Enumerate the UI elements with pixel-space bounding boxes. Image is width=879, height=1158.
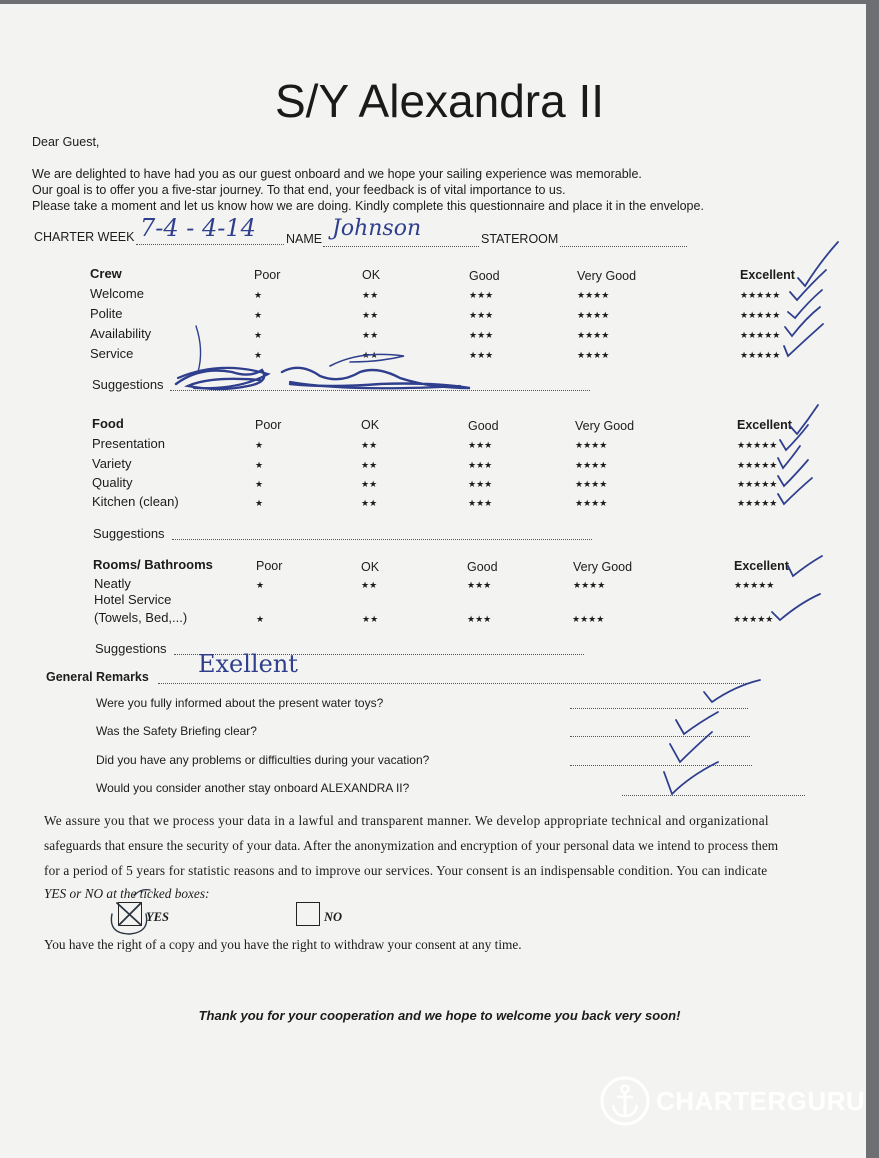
crew-col-good: Good xyxy=(469,269,500,283)
rating-very-good[interactable]: ★★★★ xyxy=(572,614,605,624)
food-col-excellent: Excellent xyxy=(737,418,792,432)
rooms-item-towels: (Towels, Bed,...) xyxy=(94,610,188,625)
crew-col-excellent: Excellent xyxy=(740,268,795,282)
consent-no-label: NO xyxy=(324,910,343,924)
consent-yes-label: YES xyxy=(146,910,169,924)
rooms-heading: Rooms/ Bathrooms xyxy=(93,557,213,572)
rating-very-good[interactable]: ★★★★ xyxy=(575,460,608,470)
rating-excellent[interactable]: ★★★★★ xyxy=(734,580,775,590)
rating-very-good[interactable]: ★★★★ xyxy=(577,290,610,300)
crew-col-poor: Poor xyxy=(254,268,281,282)
rating-ok[interactable]: ★★ xyxy=(361,479,378,489)
rating-poor[interactable]: ★ xyxy=(254,290,263,300)
rating-poor[interactable]: ★ xyxy=(255,498,264,508)
rating-very-good[interactable]: ★★★★ xyxy=(575,498,608,508)
rating-good[interactable]: ★★★ xyxy=(467,580,492,590)
intro-line-1: We are delighted to have had you as our guest onboard and we hope your sailing experience was memorable. xyxy=(32,167,642,181)
food-col-ok: OK xyxy=(361,418,380,432)
rating-very-good[interactable]: ★★★★ xyxy=(573,580,606,590)
rating-good[interactable]: ★★★ xyxy=(468,440,493,450)
crew-col-very-good: Very Good xyxy=(577,269,637,283)
anchor-icon xyxy=(600,1076,650,1126)
rating-very-good[interactable]: ★★★★ xyxy=(577,310,610,320)
rating-poor[interactable]: ★ xyxy=(254,310,263,320)
rating-poor[interactable]: ★ xyxy=(254,330,263,340)
rating-very-good[interactable]: ★★★★ xyxy=(575,479,608,489)
rating-very-good[interactable]: ★★★★ xyxy=(575,440,608,450)
page-title: S/Y Alexandra II xyxy=(274,75,605,127)
general-heading: General Remarks xyxy=(46,670,149,684)
rating-good[interactable]: ★★★ xyxy=(468,479,493,489)
rating-ok[interactable]: ★★ xyxy=(361,460,378,470)
rating-good[interactable]: ★★★ xyxy=(468,460,493,470)
rating-good[interactable]: ★★★ xyxy=(469,350,494,360)
privacy-line-1: We assure you that we process your data in a lawful and transparent manner. We develop appropriate technical and organizational xyxy=(44,813,769,828)
rating-ok[interactable]: ★★ xyxy=(361,580,378,590)
brand-name: CHARTERGURU xyxy=(656,1086,866,1116)
consent-yes-checkbox[interactable] xyxy=(118,902,142,926)
crew-item-availability: Availability xyxy=(90,326,152,341)
rating-ok[interactable]: ★★ xyxy=(362,310,379,320)
rating-ok[interactable]: ★★ xyxy=(362,290,379,300)
answer-line-problems[interactable] xyxy=(570,765,752,766)
rating-good[interactable]: ★★★ xyxy=(469,330,494,340)
thank-you-note: Thank you for your cooperation and we hope to welcome you back very soon! xyxy=(198,1008,681,1023)
answer-line-another-stay[interactable] xyxy=(622,795,805,796)
general-remarks-line[interactable] xyxy=(158,683,748,684)
rating-excellent[interactable]: ★★★★★ xyxy=(740,290,781,300)
rating-good[interactable]: ★★★ xyxy=(469,310,494,320)
privacy-line-3: for a period of 5 years for statistic reasons and to improve our services. Your consent is an indispensable condition. You can indicate xyxy=(44,863,768,878)
charter-week-line xyxy=(136,244,284,245)
rating-excellent[interactable]: ★★★★★ xyxy=(740,310,781,320)
rating-good[interactable]: ★★★ xyxy=(467,614,492,624)
rating-very-good[interactable]: ★★★★ xyxy=(577,330,610,340)
rating-ok[interactable]: ★★ xyxy=(361,440,378,450)
consent-no-checkbox[interactable] xyxy=(296,902,320,926)
rating-good[interactable]: ★★★ xyxy=(469,290,494,300)
copy-right-text: You have the right of a copy and you have the right to withdraw your consent at any time. xyxy=(44,937,522,952)
rating-poor[interactable]: ★ xyxy=(254,350,263,360)
food-heading: Food xyxy=(92,416,124,431)
food-col-poor: Poor xyxy=(255,418,282,432)
intro-line-3: Please take a moment and let us know how we are doing. Kindly complete this questionnaire and place it in the envelope. xyxy=(32,199,704,213)
rating-poor[interactable]: ★ xyxy=(255,460,264,470)
answer-line-safety-briefing[interactable] xyxy=(570,736,750,737)
question-problems: Did you have any problems or difficulties during your vacation? xyxy=(96,753,430,767)
rating-very-good[interactable]: ★★★★ xyxy=(577,350,610,360)
rating-excellent[interactable]: ★★★★★ xyxy=(737,479,778,489)
question-water-toys: Were you fully informed about the present water toys? xyxy=(96,696,384,710)
food-item-quality: Quality xyxy=(92,475,133,490)
crew-col-ok: OK xyxy=(362,268,381,282)
rating-poor[interactable]: ★ xyxy=(256,580,265,590)
rating-excellent[interactable]: ★★★★★ xyxy=(740,350,781,360)
rating-poor[interactable]: ★ xyxy=(255,440,264,450)
rating-excellent[interactable]: ★★★★★ xyxy=(737,498,778,508)
charter-week-value[interactable]: 7-4 - 4-14 xyxy=(140,214,256,242)
rooms-col-poor: Poor xyxy=(256,559,283,573)
rooms-col-ok: OK xyxy=(361,560,380,574)
food-col-very-good: Very Good xyxy=(575,419,635,433)
crew-item-polite: Polite xyxy=(90,306,123,321)
privacy-line-2: safeguards that ensure the security of your data. After the anonymization and encryption of your personal data we intend to process them xyxy=(44,838,779,853)
rating-excellent[interactable]: ★★★★★ xyxy=(733,614,774,624)
answer-line-water-toys[interactable] xyxy=(570,708,748,709)
food-item-kitchen: Kitchen (clean) xyxy=(92,494,179,509)
name-value[interactable]: Johnson xyxy=(332,216,422,241)
rooms-col-good: Good xyxy=(467,560,498,574)
rating-ok[interactable]: ★★ xyxy=(361,498,378,508)
name-label: NAME xyxy=(286,232,323,246)
crew-suggestions-label: Suggestions xyxy=(92,377,164,392)
food-col-good: Good xyxy=(468,419,499,433)
charter-week-label: CHARTER WEEK xyxy=(34,230,135,244)
rooms-item-neatly: Neatly xyxy=(94,576,131,591)
rooms-suggestions-label: Suggestions xyxy=(95,641,167,656)
rating-excellent[interactable]: ★★★★★ xyxy=(737,460,778,470)
question-another-stay: Would you consider another stay onboard ALEXANDRA II? xyxy=(96,781,410,795)
rating-ok[interactable]: ★★ xyxy=(362,614,379,624)
rating-poor[interactable]: ★ xyxy=(255,479,264,489)
food-item-variety: Variety xyxy=(92,456,132,471)
rating-ok[interactable]: ★★ xyxy=(362,330,379,340)
name-line xyxy=(323,246,479,247)
intro-line-2: Our goal is to offer you a five-star journey. To that end, your feedback is of vital importance to us. xyxy=(32,183,566,197)
rooms-item-hotel-service: Hotel Service xyxy=(94,592,172,607)
rating-good[interactable]: ★★★ xyxy=(468,498,493,508)
crew-heading: Crew xyxy=(90,266,122,281)
rooms-col-excellent: Excellent xyxy=(734,559,789,573)
stateroom-label: STATEROOM xyxy=(481,232,559,246)
rating-excellent[interactable]: ★★★★★ xyxy=(740,330,781,340)
stateroom-line[interactable] xyxy=(560,246,687,247)
rating-excellent[interactable]: ★★★★★ xyxy=(737,440,778,450)
rooms-col-very-good: Very Good xyxy=(573,560,633,574)
general-remark-value[interactable]: Exellent xyxy=(198,650,298,678)
crew-item-service: Service xyxy=(90,346,134,361)
greeting: Dear Guest, xyxy=(32,135,100,149)
privacy-line-4: YES or NO at the ticked boxes: xyxy=(44,886,210,901)
question-safety-briefing: Was the Safety Briefing clear? xyxy=(96,724,257,738)
food-suggestions-label: Suggestions xyxy=(93,526,165,541)
crew-item-welcome: Welcome xyxy=(90,286,144,301)
food-suggestions-line[interactable] xyxy=(172,539,592,540)
rating-poor[interactable]: ★ xyxy=(256,614,265,624)
crew-suggestions-line[interactable] xyxy=(170,390,590,391)
rating-ok[interactable]: ★★ xyxy=(362,350,379,360)
food-item-presentation: Presentation xyxy=(92,436,165,451)
